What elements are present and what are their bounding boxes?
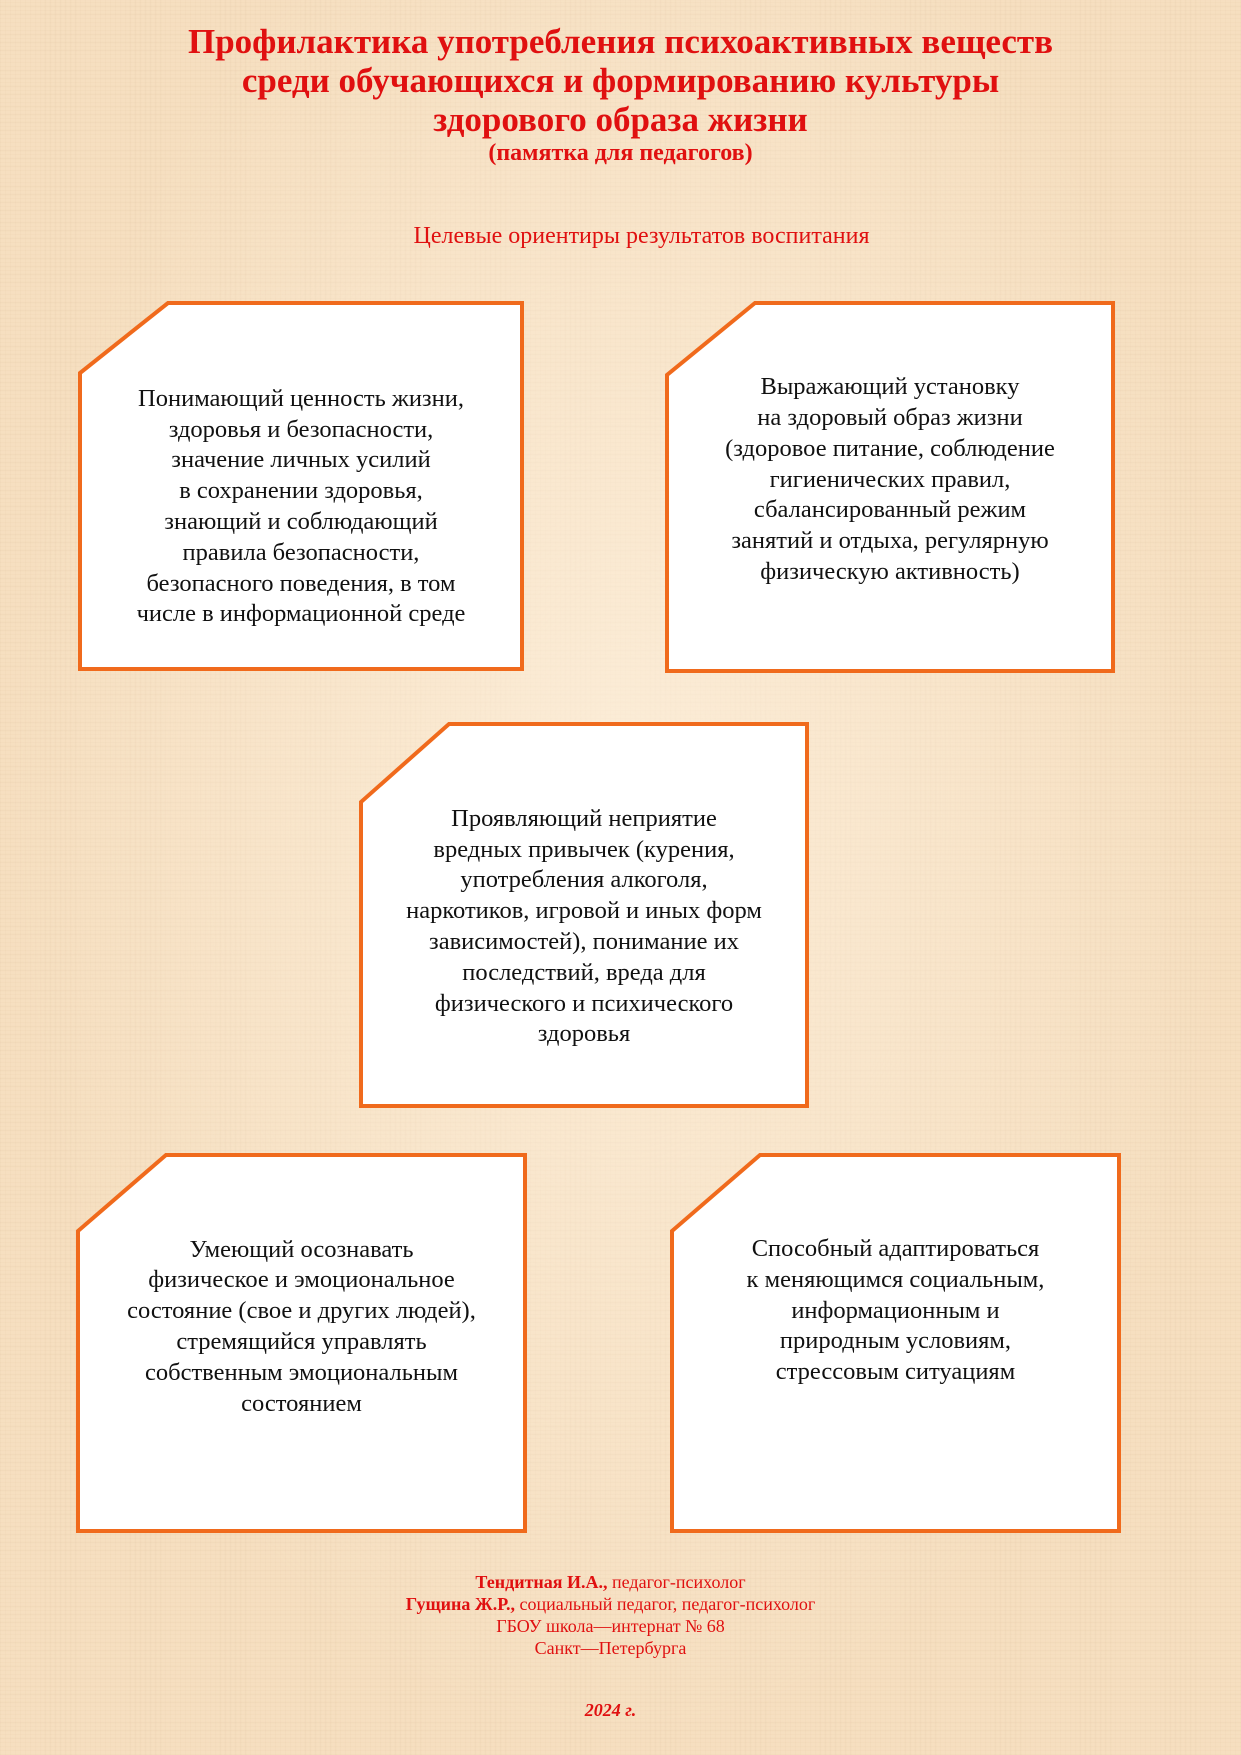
card-text: Способный адаптироваться к меняющимся социальным, информационным и природным условиям, стрессовым ситуациям bbox=[746, 1235, 1045, 1386]
page-title-line-2: среди обучающихся и формированию культуры bbox=[241, 61, 1000, 100]
card-text: Выражающий установку на здоровый образ жизни (здоровое питание, соблюдение гигиенических правил, сбалансированный режим занятий и отдыха, регулярную физическую активность) bbox=[725, 373, 1055, 585]
card-text: Проявляющий неприятие вредных привычек (курения, употребления алкоголя, наркотиков, игровой и иных форм зависимостей), понимание их последствий, вреда для физического и психического здоровья bbox=[406, 804, 762, 1048]
page-subtitle: (памятка для педагогов) bbox=[488, 140, 753, 166]
card-text: Умеющий осознавать физическое и эмоциональное состояние (свое и других людей), стремящийся управлять собственным эмоциональным состоянием bbox=[127, 1235, 476, 1417]
author-1-name: Тендитная И.А., bbox=[475, 1572, 608, 1592]
card-text: Понимающий ценность жизни, здоровья и безопасности, значение личных усилий в сохранении здоровья, знающий и соблюдающий правила безопасности, безопасного поведения, в том числе в информационной среде bbox=[136, 384, 466, 628]
author-2-name: Гущина Ж.Р., bbox=[405, 1594, 515, 1614]
footer-author-1 bbox=[0, 1572, 1221, 1594]
page-title-line-1: Профилактика употребления психоактивных веществ bbox=[187, 22, 1054, 61]
card-adaptation bbox=[670, 1153, 1121, 1533]
card-emotional-state bbox=[76, 1153, 527, 1533]
page-header bbox=[0, 22, 1241, 167]
author-2-role: социальный педагог, педагог-психолог bbox=[514, 1594, 816, 1614]
footer-author-2 bbox=[0, 1594, 1221, 1616]
card-bad-habits bbox=[359, 722, 809, 1108]
author-1-role: педагог-психолог bbox=[607, 1572, 746, 1592]
section-heading: Целевые ориентиры результатов воспитания bbox=[413, 223, 870, 249]
footer-city: Санкт—Петербурга bbox=[534, 1638, 687, 1658]
page-title-line-3: здорового образа жизни bbox=[433, 100, 808, 139]
footer-organization: ГБОУ школа—интернат № 68 bbox=[496, 1616, 725, 1636]
card-healthy-lifestyle bbox=[665, 301, 1115, 673]
card-life-value bbox=[78, 301, 524, 671]
footer-year: 2024 г. bbox=[584, 1700, 637, 1720]
